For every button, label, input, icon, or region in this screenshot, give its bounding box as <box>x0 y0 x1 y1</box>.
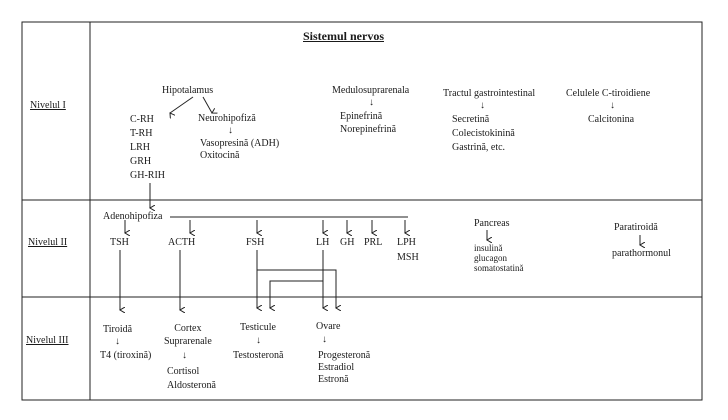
ovare-hormone: Estradiol <box>318 362 355 373</box>
neurohipofiza: Neurohipofiză <box>198 113 256 124</box>
arrow-glyph: ↓ <box>480 100 485 111</box>
hormone-msh: MSH <box>397 252 419 263</box>
testicule: Testicule <box>240 322 276 333</box>
cortex-hormones <box>167 365 216 393</box>
medulosuprarenala: Medulosuprarenala <box>332 85 410 96</box>
testicule-hormone: Testosteronă <box>233 350 284 361</box>
tractul-gastrointestinal: Tractul gastrointestinal <box>443 88 536 99</box>
parathormonul: parathormonul <box>612 248 671 259</box>
medulo-hormone: Epinefrină <box>340 111 383 122</box>
cortex-suprarenale <box>164 322 212 348</box>
adenohipofiza: Adenohipofiza <box>103 211 163 222</box>
hormone-acth: ACTH <box>168 237 196 248</box>
arrow-fsh-ovare <box>257 270 336 308</box>
neuro-hormone: Oxitocină <box>200 150 240 161</box>
calcitonina: Calcitonina <box>588 114 635 125</box>
pancreas-hormone: somatostatină <box>474 263 524 273</box>
cortex-hormone: Aldosteronă <box>167 380 216 391</box>
arrow-lh-testicule <box>270 281 323 308</box>
ovare-hormones <box>318 350 370 386</box>
releasing-hormone: GRH <box>130 156 152 167</box>
celulele-c-tiroidiene: Celulele C-tiroidiene <box>566 88 651 99</box>
hipotalamus: Hipotalamus <box>162 85 214 96</box>
ovare: Ovare <box>316 321 341 332</box>
tract-hormone: Colecistokinină <box>452 128 515 139</box>
pancreas-hormone: insulină <box>474 243 503 253</box>
hormone-gh: GH <box>340 237 355 248</box>
releasing-hormone: GH-RIH <box>130 170 165 181</box>
neuro-hormone: Vasopresină (ADH) <box>200 138 280 149</box>
arrow-hipo-neuro <box>203 97 212 113</box>
releasing-hormone: C-RH <box>130 114 154 125</box>
releasing-hormone: LRH <box>130 142 150 153</box>
cortex-line: Suprarenale <box>164 336 212 347</box>
arrow-glyph: ↓ <box>256 335 261 346</box>
pancreas-hormones <box>474 243 524 273</box>
medulo-hormone: Norepinefrină <box>340 124 397 135</box>
hormone-tsh: TSH <box>110 237 129 248</box>
hormone-lph: LPH <box>397 237 416 248</box>
arrow-glyph: ↓ <box>182 350 187 361</box>
pancreas-hormone: glucagon <box>474 253 507 263</box>
tract-hormone: Gastrină, etc. <box>452 142 506 153</box>
level-3-label: Nivelul III <box>26 335 69 346</box>
arrow-glyph: ↓ <box>322 334 327 345</box>
arrow-glyph: ↓ <box>369 97 374 108</box>
releasing-hormone: T-RH <box>130 128 153 139</box>
diagram-title: Sistemul nervos <box>303 29 384 43</box>
ovare-hormone: Progesteronă <box>318 350 371 361</box>
hormone-fsh: FSH <box>246 237 265 248</box>
paratiroida: Paratiroidă <box>614 222 658 233</box>
ovare-hormone: Estronă <box>318 374 349 385</box>
tract-hormone: Secretină <box>452 114 490 125</box>
hormone-lh: LH <box>316 237 330 248</box>
level-1-label: Nivelul I <box>30 100 66 111</box>
hormone-prl: PRL <box>364 237 383 248</box>
arrow-glyph: ↓ <box>115 336 120 347</box>
arrow-glyph: ↓ <box>228 125 233 136</box>
cortex-hormone: Cortisol <box>167 366 200 377</box>
tiroida: Tiroidă <box>103 324 133 335</box>
arrow-hipo-releasing <box>170 97 193 113</box>
cortex-line: Cortex <box>174 323 202 334</box>
releasing-hormones <box>130 113 165 183</box>
medulo-hormones <box>340 110 396 136</box>
tiroida-hormone: T4 (tiroxină) <box>100 350 152 361</box>
pancreas: Pancreas <box>474 218 510 229</box>
neuro-hormones <box>200 138 279 162</box>
level-2-label: Nivelul II <box>28 237 68 248</box>
tract-hormones <box>452 113 515 155</box>
arrow-glyph: ↓ <box>610 100 615 111</box>
